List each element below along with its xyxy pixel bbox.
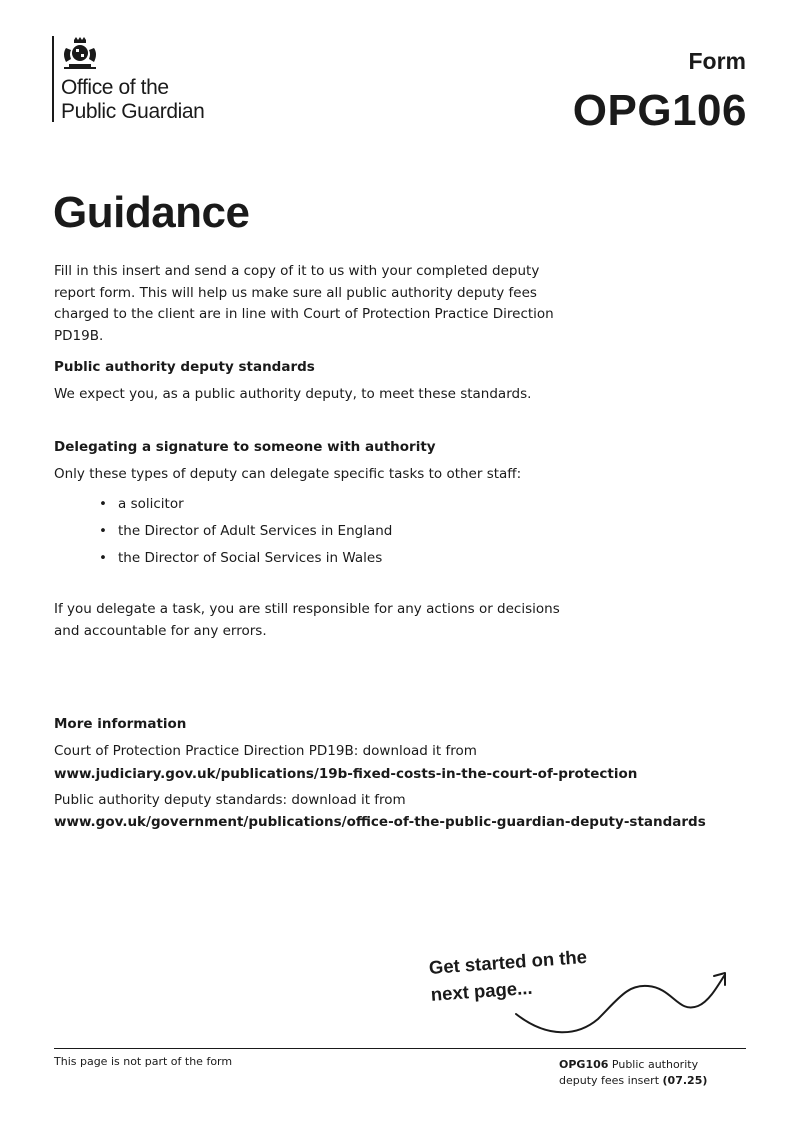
logo-line-1: Office of the bbox=[61, 76, 169, 99]
standards-download-text: Public authority deputy standards: download it from bbox=[54, 792, 406, 808]
list-item: • a solicitor bbox=[54, 491, 392, 518]
pd19b-link[interactable]: www.judiciary.gov.uk/publications/19b-fixed-costs-in-the-court-of-protection bbox=[54, 766, 638, 782]
delegate-types-list bbox=[54, 491, 392, 572]
footer-divider bbox=[54, 1048, 746, 1049]
callout-line-1: Get started on the bbox=[428, 945, 588, 978]
logo-divider bbox=[52, 36, 54, 122]
form-code: OPG106 bbox=[572, 86, 747, 135]
list-item: • the Director of Adult Services in England bbox=[54, 518, 392, 545]
footer-version: (07.25) bbox=[662, 1074, 708, 1087]
logo-line-2: Public Guardian bbox=[61, 100, 205, 123]
royal-crest-icon bbox=[60, 36, 100, 70]
footer-form-code: OPG106 bbox=[559, 1058, 609, 1071]
logo-text bbox=[61, 76, 261, 124]
standards-heading: Public authority deputy standards bbox=[54, 359, 315, 375]
standards-text: We expect you, as a public authority deputy, to meet these standards. bbox=[54, 386, 532, 402]
footer-note: This page is not part of the form bbox=[54, 1055, 233, 1068]
callout-line-2: next page... bbox=[430, 976, 534, 1005]
footer-desc-1: Public authority bbox=[611, 1058, 699, 1071]
form-label: Form bbox=[688, 48, 746, 74]
footer-form-id bbox=[559, 1057, 749, 1089]
delegating-heading: Delegating a signature to someone with authority bbox=[54, 439, 436, 455]
footer-desc-2: deputy fees insert bbox=[559, 1074, 660, 1087]
list-item: • the Director of Social Services in Wales bbox=[54, 545, 392, 572]
delegating-note: If you delegate a task, you are still responsible for any actions or decisions and accountable for any errors. bbox=[54, 601, 560, 639]
more-info-heading: More information bbox=[54, 716, 187, 732]
squiggle-arrow-icon bbox=[508, 964, 738, 1044]
page-title: Guidance bbox=[53, 188, 250, 237]
standards-link[interactable]: www.gov.uk/government/publications/office-of-the-public-guardian-deputy-standards bbox=[54, 814, 706, 830]
intro-paragraph: Fill in this insert and send a copy of it to us with your completed deputy report form. This will help us make sure all public authority deputy fees charged to the client are in line with Court of Protection Practice Direction PD19B. bbox=[54, 263, 554, 344]
delegating-text: Only these types of deputy can delegate specific tasks to other staff: bbox=[54, 466, 522, 482]
pd19b-text: Court of Protection Practice Direction PD19B: download it from bbox=[54, 743, 477, 759]
